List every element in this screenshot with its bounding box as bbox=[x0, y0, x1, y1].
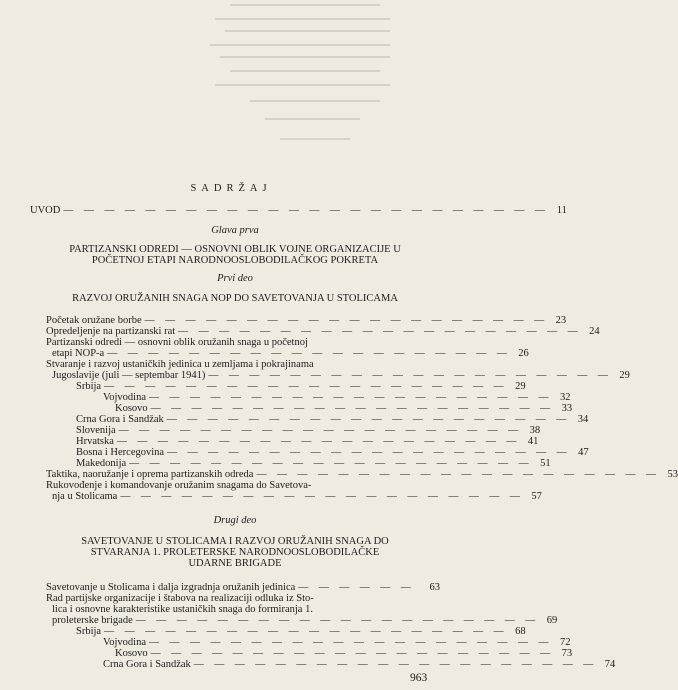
chapter-heading-line1: PARTIZANSKI ODREDI — OSNOVNI OBLIK VOJNE ORGANIZACIJE U bbox=[69, 244, 401, 255]
section2-heading-line1: SAVETOVANJE U STOLICAMA I RAZVOJ ORUŽANIH SNAGA DO bbox=[81, 536, 389, 547]
section-label: Prvi deo bbox=[217, 273, 253, 284]
dash-leader: — — — — — — — — — — — — — — — — — — — — bbox=[118, 425, 523, 436]
page-number: 963 bbox=[410, 672, 428, 684]
toc-entry: Jugoslavije (juli — septembar 1941) — — — — — — — — — — — — — — — — — — — — 29 bbox=[52, 370, 630, 381]
dash-leader: — — — — — — — — — — — — — — — — — — — — — — — — bbox=[63, 205, 549, 216]
dash-leader: — — — — — — — — — — — — — — — — — — — — bbox=[150, 403, 555, 414]
toc-entry: Crna Gora i Sandžak — — — — — — — — — — — — — — — — — — — — 74 bbox=[103, 659, 616, 670]
dash-leader: — — — — — — — — — — — — — — — — — — — — bbox=[144, 315, 549, 326]
entry-page: 11 bbox=[556, 205, 567, 216]
dash-leader: — — — — — — — — — — — — — — — — — — — — bbox=[148, 637, 553, 648]
toc-entry-line: lica i osnovne karakteristike ustaničkih snaga do formiranja 1. bbox=[52, 604, 313, 615]
toc-entry: Bosna i Hercegovina — — — — — — — — — — — — — — — — — — — — 47 bbox=[76, 447, 589, 458]
toc-entry: proleterske brigade — — — — — — — — — — — — — — — — — — — — 69 bbox=[52, 615, 558, 626]
toc-entry-line: Rukovođenje i komandovanje oružanim snagama do Savetova- bbox=[46, 480, 312, 491]
dash-leader: — — — — — — — — — — — — — — — — — — — — bbox=[178, 326, 582, 337]
dash-leader: — — — — — — — — — — — — — — — — — — — — bbox=[193, 659, 598, 670]
toc-entry-uvod bbox=[30, 205, 567, 217]
dash-leader: — — — — — — — — — — — — — — — — — — — — bbox=[208, 370, 612, 381]
dash-leader: — — — — — — — — — — — — — — — — — — — — bbox=[150, 648, 555, 659]
toc-entry: Crna Gora i Sandžak — — — — — — — — — — — — — — — — — — — — 34 bbox=[76, 414, 589, 425]
toc-entry: Kosovo — — — — — — — — — — — — — — — — — — — — 33 bbox=[115, 403, 573, 414]
section2-heading-line3: UDARNE BRIGADE bbox=[188, 558, 282, 569]
dash-leader: — — — — — — — — — — — — — — — — — — — — bbox=[104, 381, 508, 392]
toc-entry: Hrvatska — — — — — — — — — — — — — — — — — — — — 41 bbox=[76, 436, 539, 447]
dash-leader: — — — — — — — — — — — — — — — — — — — — bbox=[256, 469, 660, 480]
toc-entry: Početak oružane borbe — — — — — — — — — — — — — — — — — — — — 23 bbox=[46, 315, 567, 326]
section2-heading-line2: STVARANJA 1. PROLETERSKE NARODNOOSLOBODILAČKE bbox=[90, 547, 380, 558]
dash-leader: — — — — — — — — — — — — — — — — — — — — bbox=[148, 392, 553, 403]
toc-entry: Taktika, naoružanje i oprema partizanskih odreda — — — — — — — — — — — — — — — — — — — — 53 bbox=[46, 469, 678, 480]
toc-entry: etapi NOP-a — — — — — — — — — — — — — — — — — — — — 26 bbox=[52, 348, 529, 359]
toc-entry-line: Rad partijske organizacije i štabova na realizaciji odluka iz Sto- bbox=[46, 593, 314, 604]
toc-entry: Savetovanje u Stolicama i dalja izgradnja oružanih jedinica — — — — — — 63 bbox=[46, 582, 440, 593]
dash-leader: — — — — — — — — — — — — — — — — — — — — bbox=[135, 615, 540, 626]
toc-entry-line: Stvaranje i razvoj ustaničkih jedinica u zemljama i pokrajinama bbox=[46, 359, 314, 370]
dash-leader: — — — — — — — — — — — — — — — — — — — — bbox=[120, 491, 524, 502]
toc-entry: nja u Stolicama — — — — — — — — — — — — — — — — — — — — 57 bbox=[52, 491, 542, 502]
toc-entry: Makedonija — — — — — — — — — — — — — — — — — — — — 51 bbox=[76, 458, 551, 469]
dash-leader: — — — — — — — — — — — — — — — — — — — — bbox=[107, 348, 511, 359]
chapter-heading-line2: POČETNOJ ETAPI NARODNOOSLOBODILAČKOG POKRETA bbox=[91, 255, 379, 266]
dash-leader: — — — — — — — — — — — — — — — — — — — — bbox=[104, 626, 508, 637]
toc-entry: Vojvodina — — — — — — — — — — — — — — — — — — — — 72 bbox=[103, 637, 571, 648]
section-heading: RAZVOJ ORUŽANIH SNAGA NOP DO SAVETOVANJA U STOLICAMA bbox=[72, 293, 398, 304]
dash-leader: — — — — — — — — — — — — — — — — — — — — bbox=[116, 436, 521, 447]
toc-entry: Vojvodina — — — — — — — — — — — — — — — — — — — — 32 bbox=[103, 392, 571, 403]
toc-entry: Srbija — — — — — — — — — — — — — — — — — — — — 68 bbox=[76, 626, 526, 637]
dash-leader: — — — — — — bbox=[298, 582, 415, 593]
toc-entry: Srbija — — — — — — — — — — — — — — — — — — — — 29 bbox=[76, 381, 526, 392]
toc-entry: Slovenija — — — — — — — — — — — — — — — — — — — — 38 bbox=[76, 425, 541, 436]
dash-leader: — — — — — — — — — — — — — — — — — — — — bbox=[167, 447, 571, 458]
toc-entry: Opredeljenje na partizanski rat — — — — — — — — — — — — — — — — — — — — 24 bbox=[46, 326, 600, 337]
chapter-label: Glava prva bbox=[211, 225, 259, 236]
dash-leader: — — — — — — — — — — — — — — — — — — — — bbox=[129, 458, 533, 469]
toc-title: SADRŽAJ bbox=[190, 183, 272, 194]
toc-entry-line: Partizanski odredi — osnovni oblik oružanih snaga u početnoj bbox=[46, 337, 308, 348]
dash-leader: — — — — — — — — — — — — — — — — — — — — bbox=[166, 414, 571, 425]
section-label-2: Drugi deo bbox=[213, 515, 257, 526]
entry-text: UVOD bbox=[30, 205, 61, 216]
toc-entry: Kosovo — — — — — — — — — — — — — — — — — — — — 73 bbox=[115, 648, 573, 659]
